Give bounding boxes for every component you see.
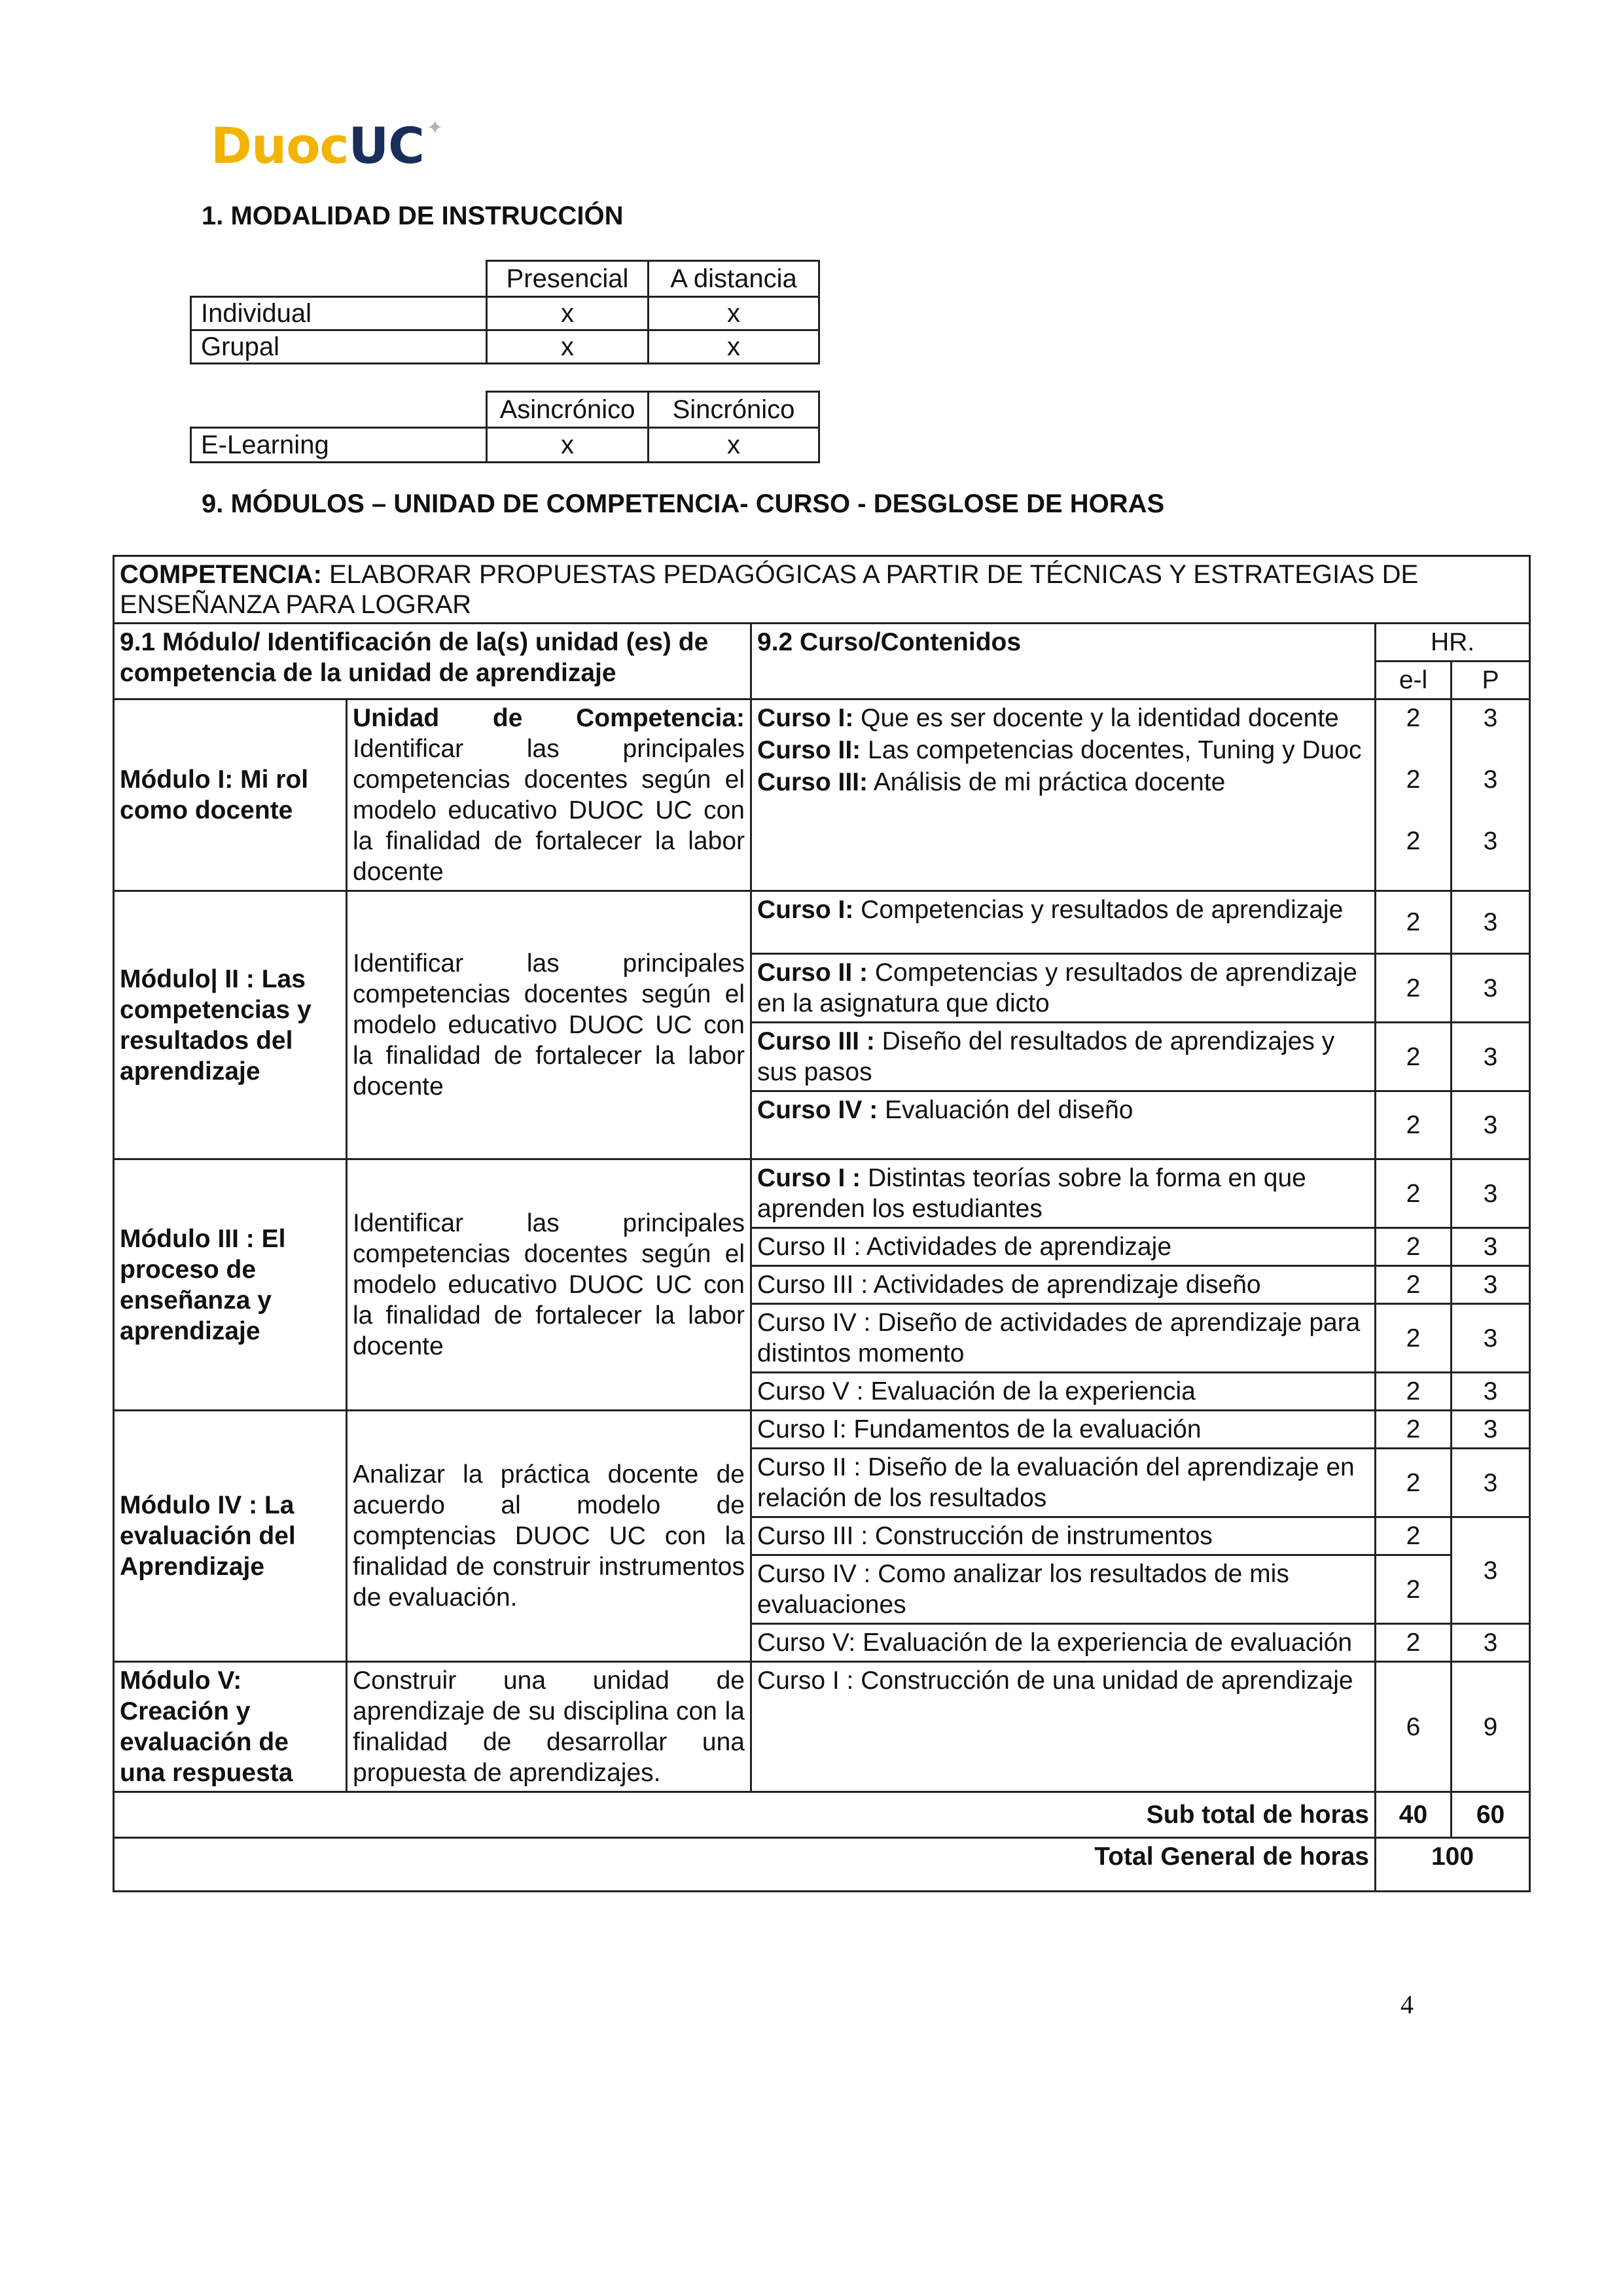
- row-grupal-label: Grupal: [190, 329, 488, 364]
- module-2-course-2-p: 3: [1452, 954, 1530, 1023]
- module-2-unidad: Identificar las principales competencias docentes según el modelo educativo DUOC UC con la finalidad de fortalecer la labor docente: [347, 891, 751, 1159]
- module-3-course-3-p: 3: [1452, 1266, 1530, 1304]
- module-4-course-3: Curso III : Construcción de instrumentos: [751, 1517, 1376, 1555]
- competencia-label: COMPETENCIA:: [120, 560, 322, 589]
- hr-header: HR.: [1376, 624, 1530, 662]
- module-2-course-3: Curso III : Diseño del resultados de aprendizajes y sus pasos: [751, 1023, 1376, 1091]
- subtotal-el: 40: [1376, 1792, 1452, 1838]
- module-4-course-5-p: 3: [1452, 1624, 1530, 1662]
- module-5-course-1: Curso I : Construcción de una unidad de aprendizaje: [751, 1662, 1376, 1792]
- module-4-course-1: Curso I: Fundamentos de la evaluación: [751, 1411, 1376, 1449]
- module-3-course-3: Curso III : Actividades de aprendizaje diseño: [751, 1266, 1376, 1304]
- module-5-name: Módulo V: Creación y evaluación de una respuesta: [114, 1662, 347, 1792]
- module-1-el: 2 2 2: [1376, 699, 1452, 891]
- module-3-course-2-el: 2: [1376, 1228, 1452, 1266]
- module-4-course-2-p: 3: [1452, 1449, 1530, 1517]
- module-5-course-1-el: 6: [1376, 1662, 1452, 1792]
- modules-table: [113, 555, 1531, 1892]
- module-4-course-4-el: 2: [1376, 1555, 1452, 1624]
- module-2-course-3-el: 2: [1376, 1023, 1452, 1091]
- section9-title: 9. MÓDULOS – UNIDAD DE COMPETENCIA- CURSO - DESGLOSE DE HORAS: [202, 489, 1165, 518]
- row-individual-label: Individual: [190, 296, 488, 331]
- module-2-course-1: Curso I: Competencias y resultados de aprendizaje: [751, 891, 1376, 954]
- module-3-course-1: Curso I : Distintas teorías sobre la forma en que aprenden los estudiantes: [751, 1159, 1376, 1228]
- module-2-course-1-p: 3: [1452, 891, 1530, 954]
- module-3-course-5: Curso V : Evaluación de la experiencia: [751, 1373, 1376, 1411]
- module-1-unidad-label: Unidad de Competencia:: [353, 704, 745, 732]
- module-4-name: Módulo IV : La evaluación del Aprendizaje: [114, 1411, 347, 1662]
- module-3-course-1-el: 2: [1376, 1159, 1452, 1228]
- module-3-course-3-el: 2: [1376, 1266, 1452, 1304]
- module-4-course-2: Curso II : Diseño de la evaluación del aprendizaje en relación de los resultados: [751, 1449, 1376, 1517]
- module-3-course-4: Curso IV : Diseño de actividades de aprendizaje para distintos momento: [751, 1304, 1376, 1373]
- module-2-course-4: Curso IV : Evaluación del diseño: [751, 1091, 1376, 1159]
- competencia-row: [114, 556, 1530, 624]
- subtotal-p: 60: [1452, 1792, 1530, 1838]
- module-3-course-4-p: 3: [1452, 1304, 1530, 1373]
- module-3-course-2-p: 3: [1452, 1228, 1530, 1266]
- module-1-p: 3 3 3: [1452, 699, 1530, 891]
- module-3-course-4-el: 2: [1376, 1304, 1452, 1373]
- module-1-unidad-text: Identificar las principales competencias docentes según el modelo educativo DUOC UC con la finalidad de fortalecer la labor docente: [353, 735, 745, 886]
- module-3-course-2: Curso II : Actividades de aprendizaje: [751, 1228, 1376, 1266]
- logo-star-icon: ✦: [426, 116, 443, 139]
- module-2-course-3-p: 3: [1452, 1023, 1530, 1091]
- page-number: 4: [1400, 1990, 1414, 2019]
- module-4-course-2-el: 2: [1376, 1449, 1452, 1517]
- module-5-course-1-p: 9: [1452, 1662, 1530, 1792]
- module-4-course-3-4-p: 3: [1452, 1517, 1530, 1624]
- module-2-course-1-el: 2: [1376, 891, 1452, 954]
- duoc-uc-logo: DuocUC ✦: [211, 116, 443, 175]
- module-3-unidad: Identificar las principales competencias docentes según el modelo educativo DUOC UC con la finalidad de fortalecer la labor docente: [347, 1159, 751, 1411]
- module-4-course-1-p: 3: [1452, 1411, 1530, 1449]
- col1-header: 9.1 Módulo/ Identificación de la(s) unidad (es) de competencia de la unidad de aprendizaje: [114, 624, 751, 699]
- individual-distancia: x: [647, 296, 820, 331]
- module-4-unidad: Analizar la práctica docente de acuerdo al modelo de comptencias DUOC UC con la finalidad de construir instrumentos de evaluación.: [347, 1411, 751, 1662]
- module-3-course-1-p: 3: [1452, 1159, 1530, 1228]
- module-1-courses: Curso I: Que es ser docente y la identidad docente Curso II: Las competencias docentes, Tuning y Duoc Curso III: Análisis de mi práctica docente: [751, 699, 1376, 891]
- header-sincronico: Sincrónico: [647, 391, 820, 429]
- competencia-text: ELABORAR PROPUESTAS PEDAGÓGICAS A PARTIR DE TÉCNICAS Y ESTRATEGIAS DE ENSEÑANZA PARA LOGRAR: [120, 560, 1419, 619]
- module-4-course-3-el: 2: [1376, 1517, 1452, 1555]
- module-1-unidad: [347, 699, 751, 891]
- module-2-course-2: Curso II : Competencias y resultados de aprendizaje en la asignatura que dicto: [751, 954, 1376, 1023]
- module-2-name: Módulo| II : Las competencias y resultados del aprendizaje: [114, 891, 347, 1159]
- hr-el-header: e-l: [1376, 662, 1452, 699]
- module-5-unidad: Construir una unidad de aprendizaje de su disciplina con la finalidad de desarrollar una propuesta de aprendizajes.: [347, 1662, 751, 1792]
- total-label: Total General de horas: [114, 1838, 1376, 1892]
- header-distancia: A distancia: [647, 260, 820, 298]
- header-presencial: Presencial: [486, 260, 649, 298]
- header-asincronico: Asincrónico: [486, 391, 649, 429]
- hr-p-header: P: [1452, 662, 1530, 699]
- module-4-course-5: Curso V: Evaluación de la experiencia de evaluación: [751, 1624, 1376, 1662]
- col2-header: 9.2 Curso/Contenidos: [751, 624, 1376, 699]
- module-2-course-2-el: 2: [1376, 954, 1452, 1023]
- module-4-course-1-el: 2: [1376, 1411, 1452, 1449]
- module-2-course-4-p: 3: [1452, 1091, 1530, 1159]
- section1-title: 1. MODALIDAD DE INSTRUCCIÓN: [202, 202, 624, 230]
- grupal-presencial: x: [486, 329, 649, 364]
- elearning-asincronico: x: [486, 427, 649, 463]
- individual-presencial: x: [486, 296, 649, 331]
- subtotal-label: Sub total de horas: [114, 1792, 1376, 1838]
- module-3-course-5-el: 2: [1376, 1373, 1452, 1411]
- module-3-name: Módulo III : El proceso de enseñanza y aprendizaje: [114, 1159, 347, 1411]
- module-4-course-4: Curso IV : Como analizar los resultados de mis evaluaciones: [751, 1555, 1376, 1624]
- module-3-course-5-p: 3: [1452, 1373, 1530, 1411]
- elearning-sincronico: x: [647, 427, 820, 463]
- row-elearning-label: E-Learning: [190, 427, 488, 463]
- module-2-course-4-el: 2: [1376, 1091, 1452, 1159]
- module-4-course-5-el: 2: [1376, 1624, 1452, 1662]
- total-value: 100: [1376, 1838, 1530, 1892]
- grupal-distancia: x: [647, 329, 820, 364]
- module-1-name: Módulo I: Mi rol como docente: [114, 699, 347, 891]
